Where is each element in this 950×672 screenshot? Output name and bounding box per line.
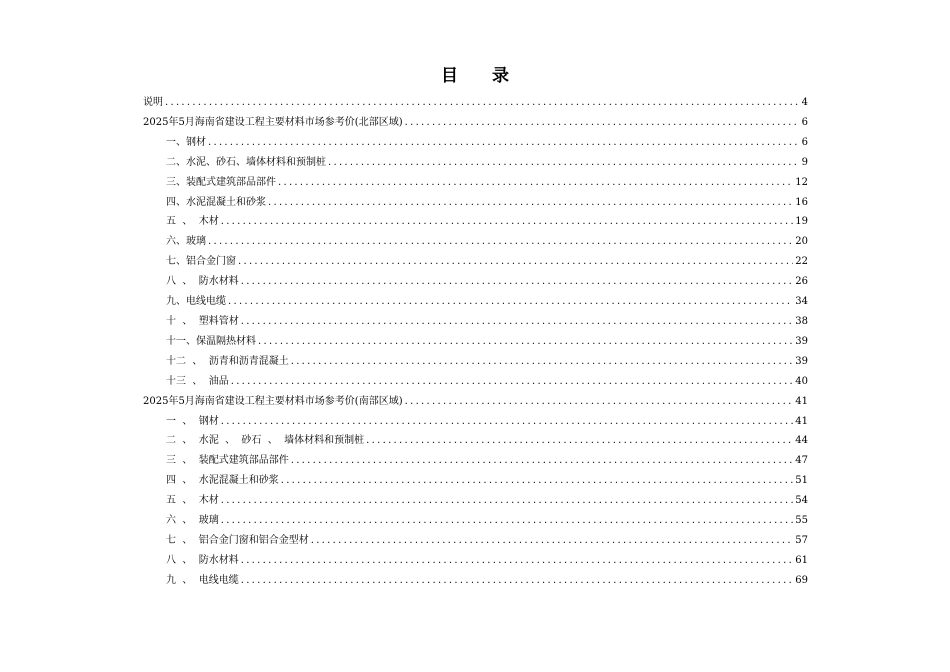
toc-entry-page-number: 40 [795,375,808,387]
toc-entry-title: 九 、 电线电缆 [166,574,239,586]
toc-entry[interactable] [143,212,808,232]
dot-leader [311,531,794,551]
toc-entry-page-number: 22 [795,256,808,268]
toc-entry[interactable] [143,173,808,193]
toc-entry-title: 二、水泥、砂石、墙体材料和预制桩 [166,156,326,168]
toc-entry-page-number: 39 [795,355,808,367]
toc-entry-title: 九、电线电缆 [166,296,226,308]
toc-entry[interactable] [143,571,808,591]
toc-entry[interactable] [143,392,808,412]
dot-leader [221,212,794,232]
dot-leader [231,372,794,392]
toc-entry[interactable] [143,491,808,511]
toc-entry[interactable] [143,272,808,292]
dot-leader [291,352,794,372]
table-of-contents [143,93,808,591]
toc-entry-page-number: 41 [795,415,808,427]
dot-leader [165,93,800,113]
toc-entry-title: 四、水泥混凝土和砂浆 [166,196,266,208]
toc-entry[interactable] [143,511,808,531]
dot-leader [228,292,793,312]
toc-entry-title: 三、装配式建筑部品部件 [166,176,276,188]
toc-entry[interactable] [143,412,808,432]
dot-leader [258,332,793,352]
toc-entry-title: 十二 、 沥青和沥青混凝土 [166,355,289,367]
toc-entry-page-number: 44 [795,435,808,447]
page-title: 目 录 [441,66,523,86]
toc-entry[interactable] [143,451,808,471]
dot-leader [208,232,793,252]
toc-entry[interactable] [143,551,808,571]
toc-entry[interactable] [143,531,808,551]
toc-entry-page-number: 38 [795,315,808,327]
dot-leader [241,571,794,591]
toc-entry[interactable] [143,312,808,332]
toc-entry-title: 2025年5月海南省建设工程主要材料市场参考价(北部区域) [143,116,403,128]
toc-entry[interactable] [143,292,808,312]
toc-entry-page-number: 20 [795,236,808,248]
toc-entry-page-number: 57 [795,534,808,546]
toc-entry-page-number: 9 [801,156,808,168]
dot-leader [268,193,793,213]
dot-leader [241,312,794,332]
toc-entry-page-number: 6 [801,136,808,148]
toc-entry-title: 六、玻璃 [166,236,206,248]
toc-entry-page-number: 12 [795,176,808,188]
toc-entry-title: 一、钢材 [166,136,206,148]
toc-entry-title: 说明 [143,97,163,108]
toc-entry-page-number: 54 [795,495,808,507]
toc-entry-title: 一 、 钢材 [166,415,219,427]
toc-entry-page-number: 6 [801,116,808,128]
dot-leader [328,153,800,173]
toc-entry[interactable] [143,431,808,451]
toc-entry-title: 八 、 防水材料 [166,554,239,566]
toc-entry-title: 四 、 水泥混凝土和砂浆 [166,475,279,487]
toc-entry[interactable] [143,352,808,372]
toc-entry-title: 十 、 塑料管材 [166,315,239,327]
toc-entry[interactable] [143,332,808,352]
toc-entry-title: 三 、 装配式建筑部品部件 [166,455,289,467]
toc-entry[interactable] [143,113,808,133]
toc-entry[interactable] [143,471,808,491]
toc-entry-page-number: 19 [795,216,808,228]
dot-leader [208,133,800,153]
toc-entry-page-number: 26 [795,276,808,288]
dot-leader [405,113,800,133]
dot-leader [278,173,793,193]
toc-entry-page-number: 16 [795,196,808,208]
dot-leader [221,412,794,432]
dot-leader [238,252,793,272]
dot-leader [241,551,794,571]
toc-entry-title: 五 、 木材 [166,216,219,228]
toc-entry-page-number: 39 [795,335,808,347]
toc-entry-page-number: 61 [795,554,808,566]
toc-entry[interactable] [143,193,808,213]
toc-entry-page-number: 4 [801,97,808,108]
toc-entry[interactable] [143,372,808,392]
toc-entry-title: 二 、 水泥 、 砂石 、 墙体材料和预制桩 [166,435,365,447]
toc-entry-page-number: 34 [795,296,808,308]
toc-entry[interactable] [143,252,808,272]
dot-leader [291,451,794,471]
toc-entry-title: 七、铝合金门窗 [166,256,236,268]
toc-entry[interactable] [143,153,808,173]
toc-entry-page-number: 55 [795,515,808,527]
dot-leader [221,491,794,511]
toc-entry-title: 八 、 防水材料 [166,276,239,288]
toc-entry-title: 十三 、 油品 [166,375,229,387]
dot-leader [221,511,794,531]
toc-entry-page-number: 47 [795,455,808,467]
toc-entry-page-number: 69 [795,574,808,586]
toc-entry-title: 2025年5月海南省建设工程主要材料市场参考价(南部区域) [143,395,403,407]
toc-entry-title: 五 、 木材 [166,495,219,507]
toc-entry-page-number: 41 [795,395,808,407]
toc-entry[interactable] [143,93,808,113]
toc-entry[interactable] [143,232,808,252]
toc-entry[interactable] [143,133,808,153]
toc-entry-title: 七 、 铝合金门窗和铝合金型材 [166,534,309,546]
dot-leader [281,471,794,491]
dot-leader [405,392,794,412]
dot-leader [366,431,793,451]
toc-entry-title: 十一、保温隔热材料 [166,335,256,347]
toc-entry-page-number: 51 [795,475,808,487]
dot-leader [241,272,794,292]
toc-entry-title: 六 、 玻璃 [166,515,219,527]
